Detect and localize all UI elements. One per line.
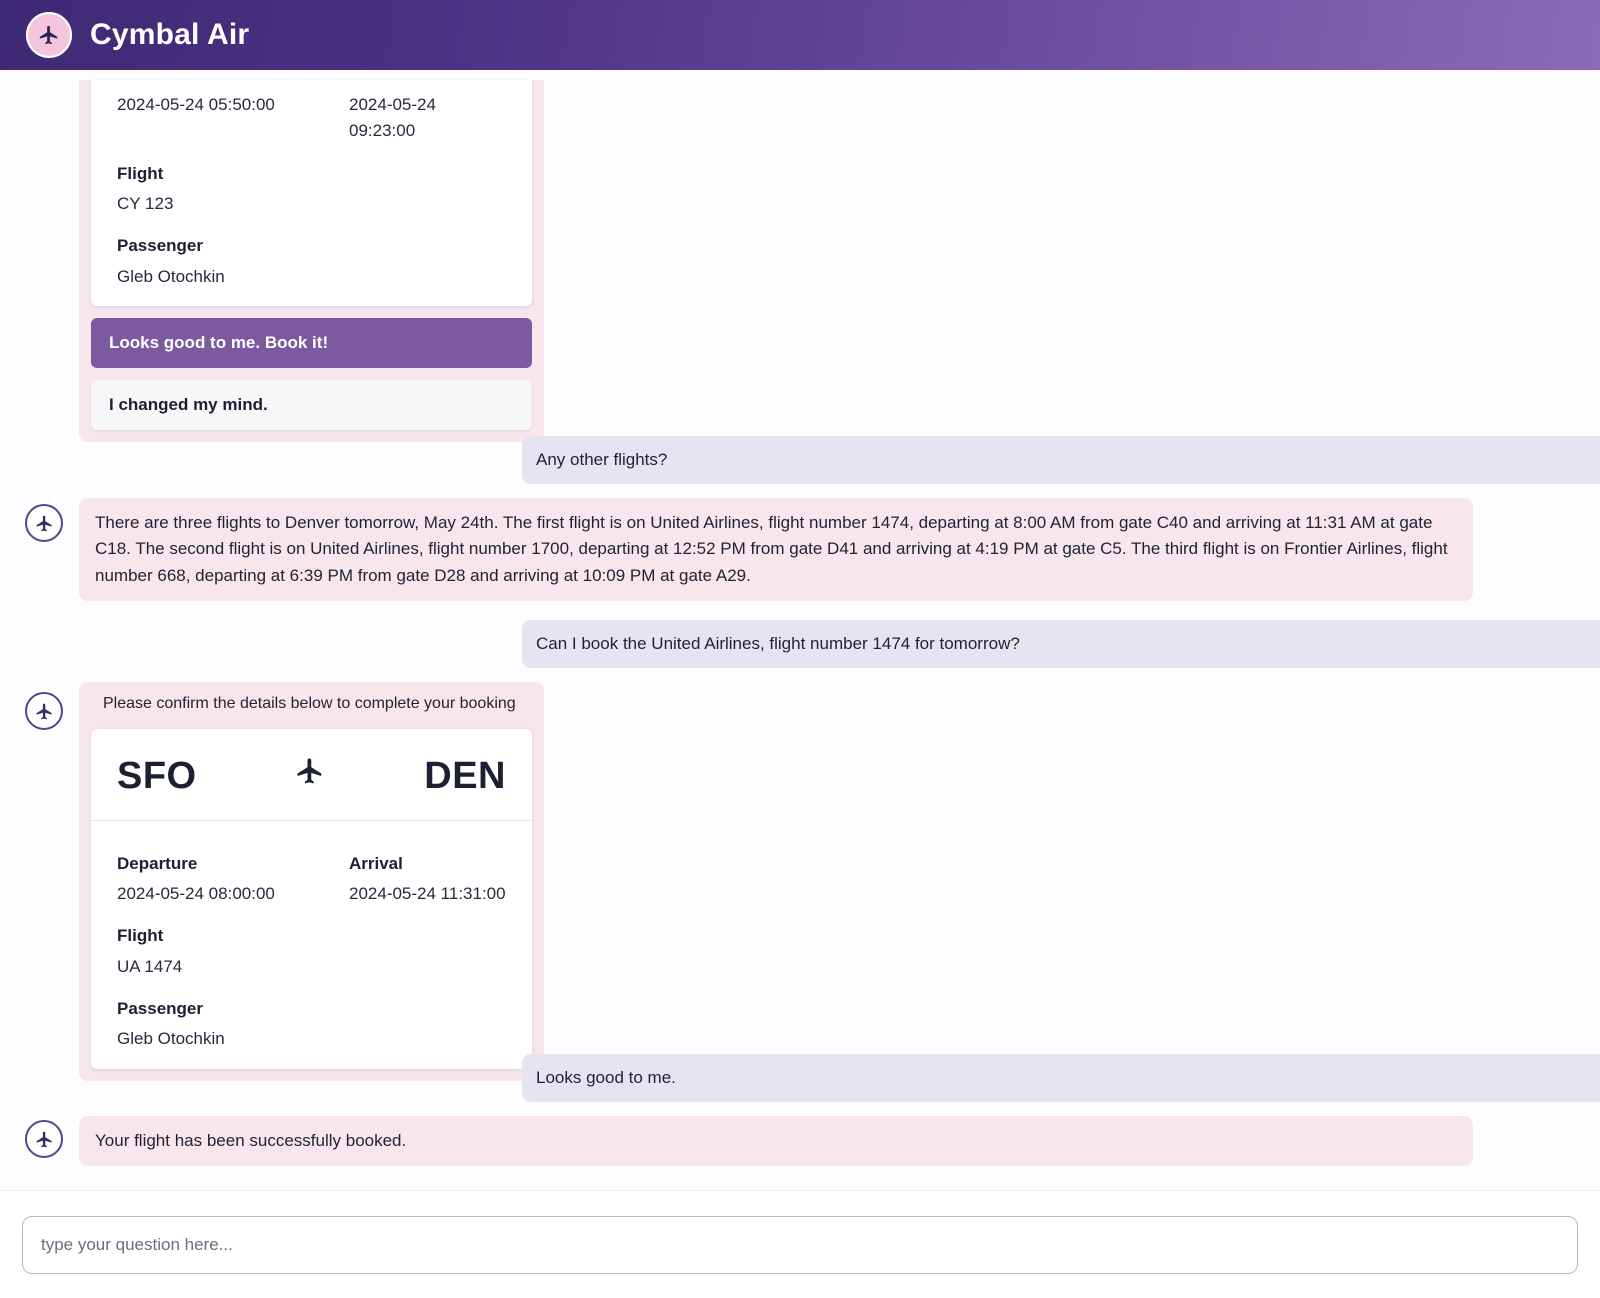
user-bubble-2: Can I book the United Airlines, flight number 1474 for tomorrow? xyxy=(522,620,1600,668)
question-input[interactable] xyxy=(22,1216,1578,1274)
booking-card-fields xyxy=(91,821,532,1053)
message-row-bot-partial xyxy=(0,80,1600,436)
booking-card-partial xyxy=(91,80,532,306)
flight-label: Flight xyxy=(117,926,164,946)
airplane-logo-icon xyxy=(26,12,72,58)
message-row-bot-booking xyxy=(0,682,1600,1054)
flight-label: Flight xyxy=(117,163,164,183)
app-title: Cymbal Air xyxy=(90,18,250,51)
changed-my-mind-button[interactable]: I changed my mind. xyxy=(91,380,532,430)
origin-code: SFO xyxy=(117,754,197,797)
bot-avatar xyxy=(25,692,63,730)
message-row-user-3 xyxy=(0,1054,1600,1116)
passenger-value: Gleb Otochkin xyxy=(117,266,225,286)
bot-avatar xyxy=(25,504,63,542)
bot-bubble-flight-options: There are three flights to Denver tomorrow, May 24th. The first flight is on United Airlines, flight number 1474, departing at 8:00 AM from gate C40 and arriving at 11:31 AM at gate C18. The second flight is on United Airlines, flight number 1700, departing at 12:52 PM from gate D41 and arriving at 4:19 PM at gate C5. The third flight is on Frontier Airlines, flight number 668, departing at 6:39 PM from gate D28 and arriving at 10:09 PM at gate A29. xyxy=(79,498,1473,601)
message-row-user-2 xyxy=(0,620,1600,682)
departure-value: 2024-05-24 05:50:00 xyxy=(117,95,275,114)
booking-card xyxy=(91,729,532,1069)
departure-label: Departure xyxy=(117,853,198,873)
booking-card-fields xyxy=(91,80,532,290)
message-row-bot-1 xyxy=(0,498,1600,620)
bot-avatar xyxy=(25,1120,63,1158)
passenger-value: Gleb Otochkin xyxy=(117,1029,225,1049)
departure-value: 2024-05-24 08:00:00 xyxy=(117,884,275,904)
booking-card-route xyxy=(91,729,532,821)
confirm-instruction-text: Please confirm the details below to complete your booking xyxy=(103,695,516,712)
airplane-icon xyxy=(295,755,325,798)
bot-bubble-success: Your flight has been successfully booked. xyxy=(79,1116,1473,1166)
passenger-label: Passenger xyxy=(117,999,203,1019)
arrival-value: 2024-05-24 09:23:00 xyxy=(349,95,436,141)
bot-bubble-booking-confirm xyxy=(79,682,544,1081)
arrival-label: Arrival xyxy=(349,853,403,873)
user-bubble-3: Looks good to me. xyxy=(522,1054,1600,1102)
chat-scroll-area[interactable] xyxy=(0,70,1600,1190)
arrival-value: 2024-05-24 11:31:00 xyxy=(349,884,506,904)
message-row-bot-success xyxy=(0,1116,1600,1186)
app-header xyxy=(0,0,1600,70)
message-row-user-1 xyxy=(0,436,1600,498)
user-bubble-1: Any other flights? xyxy=(522,436,1600,484)
bot-bubble-booking-partial xyxy=(79,80,544,442)
flight-value: UA 1474 xyxy=(117,956,183,976)
flight-value: CY 123 xyxy=(117,194,174,214)
passenger-label: Passenger xyxy=(117,236,203,256)
message-composer xyxy=(0,1190,1600,1298)
destination-code: DEN xyxy=(424,754,506,797)
book-it-button[interactable]: Looks good to me. Book it! xyxy=(91,318,532,368)
